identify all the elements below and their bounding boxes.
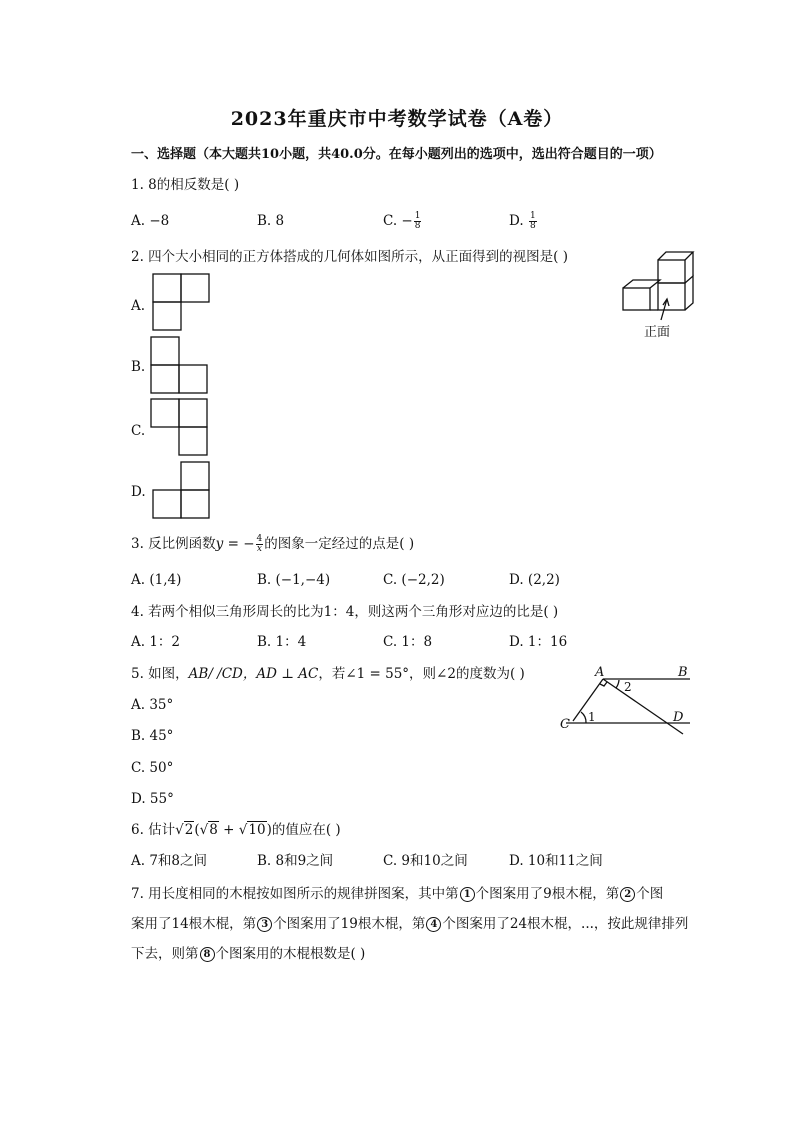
q3-stem: 3. 反比例函数y = − $\frac{4}{x}$ 的图象一定经过的点是( ) xyxy=(131,534,415,554)
q1-option-b: B. 8 xyxy=(257,213,285,229)
q2-option-a-figure xyxy=(152,273,212,333)
q2-figure-label: 正面 xyxy=(644,325,671,340)
q4-option-c: C. 1：8 xyxy=(383,634,433,650)
q5-option-b: B. 45° xyxy=(131,728,174,744)
q5-label-a: A xyxy=(595,665,605,680)
q5-label-b: B xyxy=(678,665,688,680)
q3-option-a: A. (1,4) xyxy=(131,572,182,588)
q5-option-c: C. 50° xyxy=(131,760,174,776)
q2-option-d-label: D. xyxy=(131,484,146,500)
q1-option-a: A. −8 xyxy=(131,213,170,229)
q2-stem: 2. 四个大小相同的正方体搭成的几何体如图所示，从正面得到的视图是( ) xyxy=(131,249,568,265)
q3-option-b: B. (−1,−4) xyxy=(257,572,331,588)
q1-stem: 1. 8的相反数是( ) xyxy=(131,177,240,193)
q6-option-a: A. 7和8之间 xyxy=(131,853,208,869)
q4-option-a: A. 1：2 xyxy=(131,634,181,650)
q5-geometry-figure xyxy=(558,664,693,739)
q2-option-b-figure xyxy=(150,336,212,396)
section-heading: 一、选择题（本大题共10小题，共40.0分。在每小题列出的选项中，选出符合题目的一项） xyxy=(131,147,662,162)
q5-angle-1-label: 1 xyxy=(588,710,596,724)
q6-option-c: C. 9和10之间 xyxy=(383,853,468,869)
q5-label-d: D xyxy=(673,710,684,725)
q5-angle-2-label: 2 xyxy=(624,680,632,694)
q2-option-a-label: A. xyxy=(131,298,146,314)
q2-option-b-label: B. xyxy=(131,359,146,375)
q5-option-a: A. 35° xyxy=(131,697,174,713)
q4-option-d: D. 1：16 xyxy=(509,634,568,650)
q3-option-c: C. (−2,2) xyxy=(383,572,445,588)
q2-option-c-figure xyxy=(150,398,212,458)
q6-option-b: B. 8和9之间 xyxy=(257,853,334,869)
q6-option-d: D. 10和11之间 xyxy=(509,853,603,869)
q7-line-3: 下去，则第 8 个图案用的木棍根数是( ) xyxy=(131,946,366,962)
paper-title: 2023年重庆市中考数学试卷（A卷） xyxy=(230,108,564,130)
q1-option-d: D. $\frac{1}{8}$ xyxy=(509,211,536,231)
q2-option-c-label: C. xyxy=(131,423,146,439)
q1-option-c: C. − $\frac{1}{8}$ xyxy=(383,211,421,231)
q5-label-c: C xyxy=(560,717,570,732)
q6-stem: 6. 估计√2(√8 + √10)的值应在( ) xyxy=(131,822,341,838)
q5-option-d: D. 55° xyxy=(131,791,174,807)
q7-line-2: 案用了14根木棍，第 3 个图案用了19根木棍，第 4 个图案用了24根木棍，...，按此规律排列 xyxy=(131,916,689,932)
q4-stem: 4. 若两个相似三角形周长的比为1：4，则这两个三角形对应边的比是( ) xyxy=(131,604,559,620)
q4-option-b: B. 1：4 xyxy=(257,634,307,650)
q3-option-d: D. (2,2) xyxy=(509,572,560,588)
q7-line-1: 7. 用长度相同的木棍按如图所示的规律拼图案，其中第 1 个图案用了9根木棍，第 2 个图 xyxy=(131,886,664,902)
q5-stem: 5. 如图，AB/ /CD，AD ⊥ AC，若∠1 = 55°，则∠2的度数为( ) xyxy=(131,666,525,682)
q2-option-d-figure xyxy=(152,461,212,521)
